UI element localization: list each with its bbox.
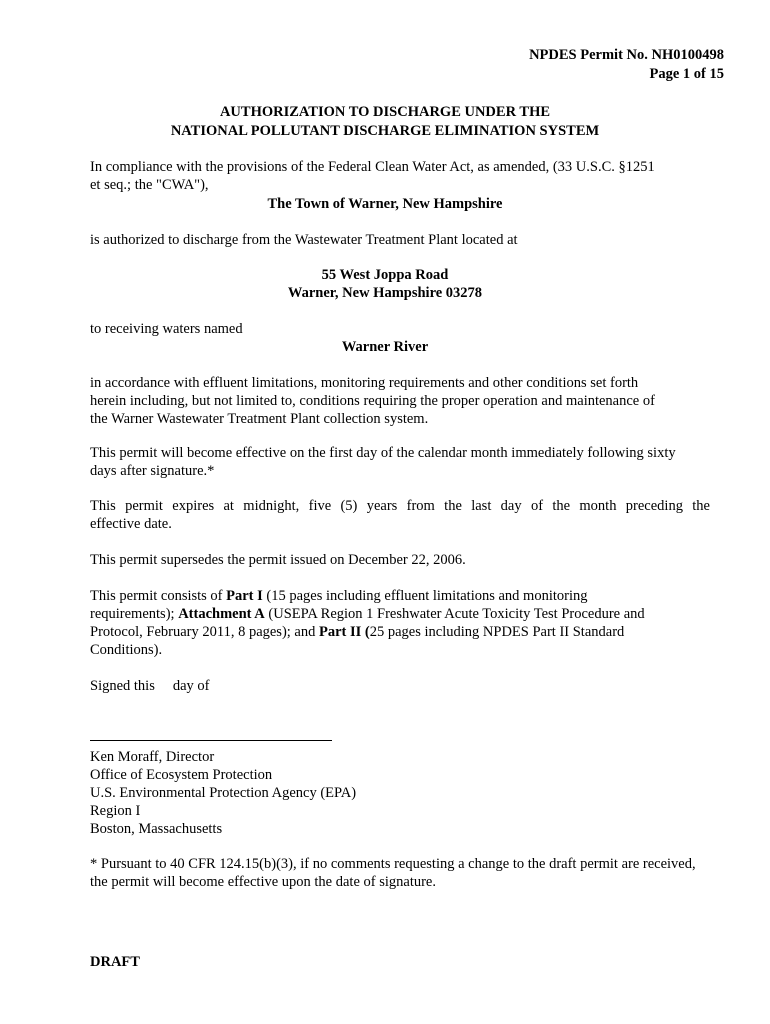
authorized-text: is authorized to discharge from the Wastewater Treatment Plant located at bbox=[90, 232, 518, 248]
signed-line bbox=[90, 677, 710, 695]
signatory-name: Ken Moraff, Director bbox=[90, 749, 215, 765]
consists-line-2: requirements); Attachment A (USEPA Region 1 Freshwater Acute Toxicity Test Procedure and bbox=[90, 606, 645, 622]
accordance-line-3: the Warner Wastewater Treatment Plant collection system. bbox=[90, 411, 429, 427]
expires-line-2: effective date. bbox=[90, 516, 172, 532]
address-line-2: Warner, New Hampshire 03278 bbox=[287, 285, 483, 301]
intro-paragraph bbox=[90, 158, 710, 194]
signatory-region: Region I bbox=[90, 803, 141, 819]
draft-label: DRAFT bbox=[90, 954, 140, 970]
signatory-agency: U.S. Environmental Protection Agency (EPA) bbox=[90, 785, 357, 801]
supersedes-text: This permit supersedes the permit issued on December 22, 2006. bbox=[90, 552, 466, 568]
footnote-line-2: the permit will become effective upon the date of signature. bbox=[90, 874, 436, 890]
consists-line-1: This permit consists of Part I (15 pages including effluent limitations and monitoring bbox=[90, 588, 588, 604]
effective-line-1: This permit will become effective on the first day of the calendar month immediately following sixty bbox=[90, 445, 676, 461]
page-number: Page 1 of 15 bbox=[649, 66, 724, 82]
part-ii-label: Part II ( bbox=[319, 624, 370, 640]
intro-line-1: In compliance with the provisions of the Federal Clean Water Act, as amended, (33 U.S.C. §1251 bbox=[90, 159, 655, 175]
signatory-city: Boston, Massachusetts bbox=[90, 821, 223, 837]
signed-label: Signed this bbox=[90, 678, 155, 694]
accordance-paragraph bbox=[90, 374, 710, 428]
address-line-1: 55 West Joppa Road bbox=[321, 267, 449, 283]
signature-line bbox=[90, 740, 332, 741]
accordance-line-2: herein including, but not limited to, conditions requiring the proper operation and maintenance of bbox=[90, 393, 655, 409]
consists-line-3: Protocol, February 2011, 8 pages); and Part II (25 pages including NPDES Part II Standard bbox=[90, 624, 625, 640]
expires-line-1: This permit expires at midnight, five (5) years from the last day of the month preceding the bbox=[90, 498, 710, 514]
signatory-office: Office of Ecosystem Protection bbox=[90, 767, 273, 783]
consists-line-4: Conditions). bbox=[90, 642, 163, 658]
permittee-name: The Town of Warner, New Hampshire bbox=[267, 196, 503, 212]
facility-address bbox=[90, 266, 680, 302]
attachment-a-label: Attachment A bbox=[178, 606, 265, 622]
title-line-2: NATIONAL POLLUTANT DISCHARGE ELIMINATION SYSTEM bbox=[170, 123, 600, 139]
expires-paragraph bbox=[90, 497, 710, 533]
permit-number: NPDES Permit No. NH0100498 bbox=[529, 47, 724, 63]
part-i-label: Part I bbox=[226, 588, 263, 604]
accordance-line-1: in accordance with effluent limitations, monitoring requirements and other conditions set forth bbox=[90, 375, 639, 391]
signatory-block bbox=[90, 748, 710, 838]
receiving-waters-name: Warner River bbox=[341, 339, 429, 355]
effective-line-2: days after signature.* bbox=[90, 463, 215, 479]
document-title bbox=[0, 103, 770, 141]
title-line-1: AUTHORIZATION TO DISCHARGE UNDER THE bbox=[219, 104, 551, 120]
signed-day-label: day of bbox=[172, 678, 210, 694]
intro-line-2: et seq.; the "CWA"), bbox=[90, 177, 209, 193]
receiving-waters-label: to receiving waters named bbox=[90, 321, 243, 337]
consists-paragraph bbox=[90, 587, 710, 659]
footnote bbox=[90, 855, 730, 891]
page-header bbox=[529, 46, 724, 84]
effective-paragraph bbox=[90, 444, 710, 480]
footnote-line-1: * Pursuant to 40 CFR 124.15(b)(3), if no comments requesting a change to the draft permit are received, bbox=[90, 856, 696, 872]
